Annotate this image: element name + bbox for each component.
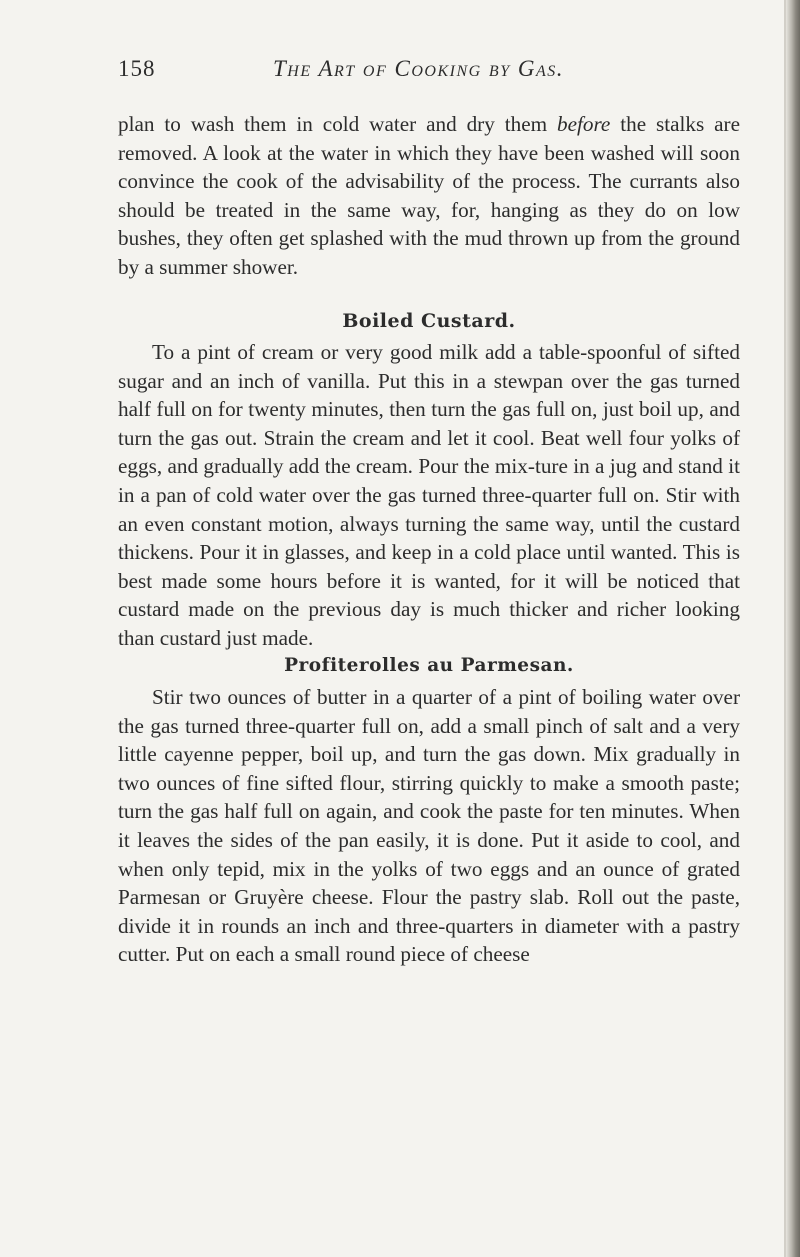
heading-boiled-custard: Boiled Custard. bbox=[342, 310, 516, 332]
page-header bbox=[118, 56, 748, 88]
boiled-custard-paragraph bbox=[118, 338, 740, 653]
continuation-text bbox=[118, 110, 740, 282]
continuation-paragraph bbox=[118, 110, 740, 282]
page-edge-shadow bbox=[786, 0, 800, 1257]
continuation-text-part-1: plan to wash them in cold water and dry them bbox=[118, 112, 557, 136]
emphasis-before: before bbox=[556, 112, 611, 136]
profiterolles-paragraph bbox=[118, 683, 740, 969]
heading-profiterolles: Profiterolles au Parmesan. bbox=[284, 655, 574, 676]
boiled-custard-text: To a pint of cream or very good milk add a table-spoonful of sifted sugar and an inch of vanilla. Put this in a stewpan over the gas turned half full on for twenty minutes, then turn the gas full on, just boil up, and turn the gas out. Strain the cream and let it cool. Beat well four yolks of eggs, and gradually add the cream. Pour the mix-ture in a jug and stand it in a pan of cold water over the gas turned three-quarter full on. Stir with an even constant motion, always turning the same way, until the custard thickens. Pour it in glasses, and keep in a cold place until wanted. This is best made some hours before it is wanted, for it will be noticed that custard made on the previous day is much thicker and richer looking than custard just made. bbox=[118, 340, 740, 650]
profiterolles-text: Stir two ounces of butter in a quarter of a pint of boiling water over the gas turned three-quarter full on, add a small pinch of salt and a very little cayenne pepper, boil up, and turn the gas down. Mix gradually in two ounces of fine sifted flour, stirring quickly to make a smooth paste; turn the gas half full on again, and cook the paste for ten minutes. When it leaves the sides of the pan easily, it is done. Put it aside to cool, and when only tepid, mix in the yolks of two eggs and an ounce of grated Parmesan or Gruyère cheese. Flour the pastry slab. Roll out the paste, divide it in rounds an inch and three-quarters in diameter with a pastry cutter. Put on each a small round piece of cheese bbox=[118, 685, 740, 967]
page-number: 158 bbox=[118, 56, 156, 81]
running-title: The Art of Cooking by Gas. bbox=[273, 56, 564, 81]
continuation-text-part-2: the stalks are removed. A look at the water in which they have been washed will soon convince the cook of the advisability of the process. The currants also should be treated in the same way, for, hanging as they do on low bushes, they often get splashed with the mud thrown up from the ground by a summer shower. bbox=[118, 112, 741, 279]
